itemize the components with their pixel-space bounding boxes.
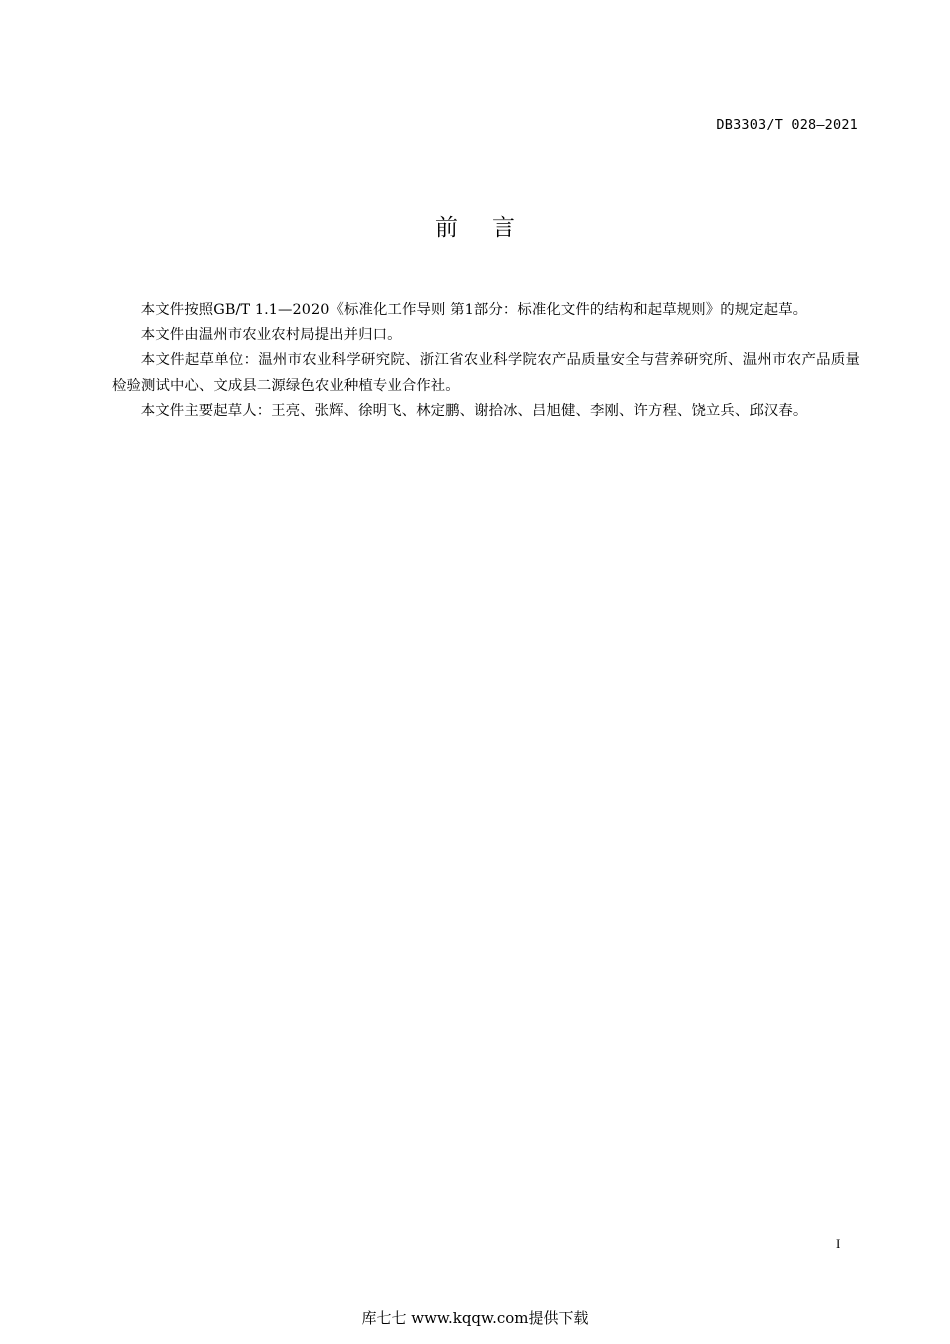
page-number: I	[836, 1236, 841, 1251]
page-title	[0, 212, 950, 244]
foreword-body	[112, 298, 860, 424]
title-char-1: 前	[435, 215, 458, 241]
paragraph-drafting-basis: 本文件按照GB/T 1.1—2020《标准化工作导则 第1部分：标准化文件的结构和起草规则》的规定起草。	[140, 302, 808, 318]
download-watermark: 库七七 www.kqqw.com提供下载	[361, 1309, 589, 1327]
paragraph-proposer: 本文件由温州市农业农村局提出并归口。	[140, 327, 402, 344]
document-code: DB3303/T 028—2021	[716, 117, 858, 133]
paragraph-drafting-units: 本文件起草单位：温州市农业科学研究院、浙江省农业科学院农产品质量安全与营养研究所、温州市农产品质量检验测试中心、文成县二源绿色农业种植专业合作社。	[112, 352, 860, 394]
title-char-2: 言	[492, 215, 515, 241]
paragraph-main-drafters: 本文件主要起草人：王亮、张辉、徐明飞、林定鹏、谢拾冰、吕旭健、李刚、许方程、饶立兵、邱汉春。	[140, 402, 808, 419]
